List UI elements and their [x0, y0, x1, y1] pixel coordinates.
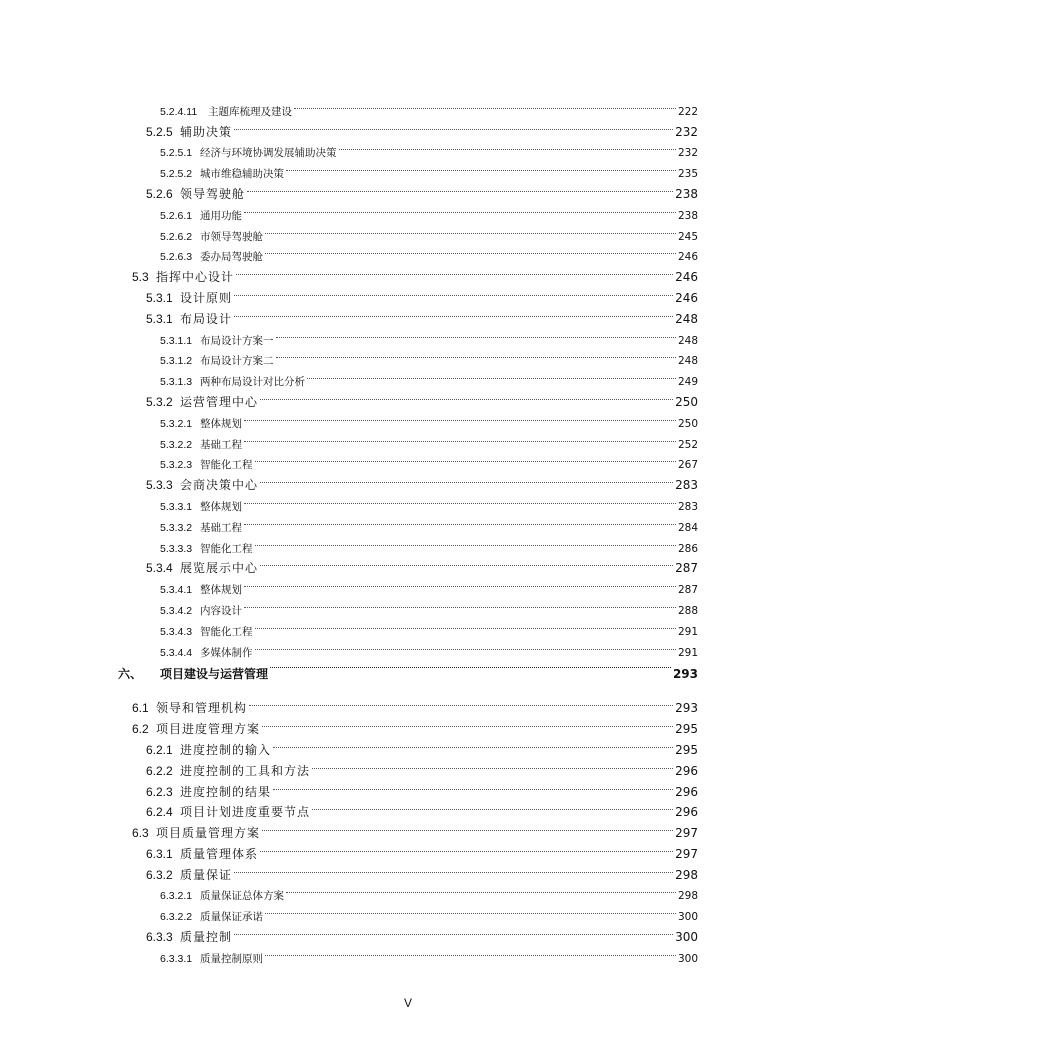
- toc-entry-number: 6.1: [132, 701, 149, 716]
- toc-entry[interactable]: [0, 635, 698, 659]
- toc-entry-number: 5.3.1.1: [160, 334, 193, 347]
- toc-entry[interactable]: [0, 219, 698, 243]
- toc-leader-dots: [244, 406, 676, 427]
- toc-leader-dots: [276, 344, 676, 365]
- toc-leader-dots: [236, 260, 673, 281]
- toc-entry[interactable]: [0, 94, 698, 118]
- toc-entry-number: 5.3.1.2: [160, 355, 193, 368]
- toc-entry-number: 6.2.4: [146, 805, 173, 820]
- toc-entry-number: 5.3.3: [146, 478, 173, 493]
- toc-entry-title: 智能化工程: [200, 625, 253, 638]
- toc-entry-title: 质量控制: [180, 930, 233, 945]
- toc-entry[interactable]: [0, 837, 698, 861]
- toc-entry-title: 整体规划: [200, 500, 242, 513]
- toc-entry[interactable]: [0, 115, 698, 139]
- toc-entry[interactable]: [0, 448, 698, 472]
- toc-entry-page: 250: [675, 394, 698, 409]
- toc-leader-dots: [260, 468, 673, 489]
- toc-entry-title: 智能化工程: [200, 542, 253, 555]
- toc-entry[interactable]: [0, 552, 698, 576]
- toc-leader-dots: [260, 385, 673, 406]
- toc-entry-number: 5.2.5.2: [160, 168, 193, 181]
- toc-leader-dots: [234, 920, 673, 941]
- toc-entry[interactable]: [0, 858, 698, 882]
- toc-entry-number: 5.3.2.1: [160, 417, 193, 430]
- toc-entry-number: 5.2.5: [146, 124, 173, 139]
- toc-entry-title: 经济与环境协调发展辅助决策: [200, 147, 337, 160]
- toc-entry[interactable]: [0, 364, 698, 389]
- toc-entry[interactable]: [0, 531, 698, 555]
- toc-entry-title: 基础工程: [200, 521, 242, 534]
- toc-entry-page: 293: [672, 667, 698, 682]
- toc-entry[interactable]: [0, 692, 698, 716]
- toc-entry-title: 布局设计: [180, 311, 233, 326]
- toc-entry-number: 6.2.2: [146, 763, 173, 778]
- toc-entry-title: 展览展示中心: [180, 561, 259, 576]
- toc-leader-dots: [260, 552, 673, 573]
- toc-entry-page: 300: [677, 952, 698, 965]
- toc-entry[interactable]: [0, 816, 698, 841]
- toc-entry-number: 6.3.2.1: [160, 890, 193, 903]
- toc-entry[interactable]: [0, 136, 698, 160]
- toc-entry-title: 项目进度管理方案: [156, 722, 261, 737]
- toc-leader-dots: [265, 941, 676, 962]
- toc-entry-page: 286: [677, 542, 698, 555]
- toc-entry-page: 297: [675, 846, 698, 861]
- toc-entry-number: 6.3.1: [146, 846, 173, 861]
- toc-entry-page: 252: [677, 438, 698, 451]
- toc-entry[interactable]: [0, 920, 698, 945]
- toc-entry-title: 整体规划: [200, 417, 242, 430]
- toc-entry-title: 进度控制的输入: [180, 742, 272, 757]
- toc-leader-dots: [307, 364, 676, 385]
- toc-leader-dots: [255, 531, 676, 552]
- toc-entry-title: 委办局驾驶舱: [200, 251, 263, 264]
- toc-entry[interactable]: [0, 796, 698, 820]
- toc-entry-number: 5.2.6.1: [160, 209, 193, 222]
- toc-entry-number: 5.3.2: [146, 394, 173, 409]
- toc-leader-dots: [286, 156, 676, 177]
- toc-leader-dots: [244, 572, 676, 593]
- toc-entry-title: 基础工程: [200, 438, 242, 451]
- toc-leader-dots: [244, 510, 676, 531]
- toc-leader-dots: [270, 658, 671, 679]
- toc-entry-page: 232: [675, 124, 698, 139]
- toc-leader-dots: [339, 136, 676, 157]
- toc-entry[interactable]: [0, 733, 698, 757]
- toc-entry[interactable]: [0, 593, 698, 617]
- toc-leader-dots: [255, 448, 676, 469]
- toc-leader-dots: [286, 879, 676, 900]
- toc-entry-number: 5.3.4.4: [160, 646, 193, 659]
- toc-entry-title: 多媒体制作: [200, 646, 253, 659]
- toc-entry-page: 297: [675, 826, 698, 841]
- toc-entry-page: 246: [677, 251, 698, 264]
- toc-entry-title: 辅助决策: [180, 124, 233, 139]
- toc-leader-dots: [262, 816, 673, 837]
- toc-entry-page: 293: [675, 701, 698, 716]
- toc-leader-dots: [234, 115, 673, 136]
- toc-entry-number: 5.3.4.2: [160, 604, 193, 617]
- toc-entry[interactable]: [0, 489, 698, 513]
- toc-entry-title: 项目计划进度重要节点: [180, 805, 311, 820]
- toc-entry-number: 5.3.4.3: [160, 625, 193, 638]
- toc-leader-dots: [265, 240, 676, 261]
- toc-entry-page: 246: [675, 290, 698, 305]
- toc-leader-dots: [247, 177, 673, 198]
- toc-entry-title: 进度控制的工具和方法: [180, 763, 311, 778]
- toc-leader-dots: [255, 635, 676, 656]
- toc-entry-title: 整体规划: [200, 584, 242, 597]
- toc-entry-number: 6.2: [132, 722, 149, 737]
- toc-entry-number: 6.2.3: [146, 784, 173, 799]
- toc-entry-title: 质量管理体系: [180, 846, 259, 861]
- toc-entry-page: 298: [677, 890, 698, 903]
- toc-entry-title: 项目质量管理方案: [156, 826, 261, 841]
- toc-entry[interactable]: [0, 344, 698, 368]
- toc-entry-page: 245: [677, 230, 698, 243]
- toc-entry-number: 5.2.5.1: [160, 147, 193, 160]
- toc-entry-page: 300: [677, 911, 698, 924]
- toc-entry-page: 296: [675, 784, 698, 799]
- toc-leader-dots: [234, 281, 673, 302]
- toc-entry-page: 248: [677, 334, 698, 347]
- toc-entry-number: 5.3.4.1: [160, 584, 193, 597]
- toc-entry[interactable]: [0, 427, 698, 451]
- toc-entry-number: 5.3.3.1: [160, 500, 193, 513]
- toc-entry-page: 249: [677, 376, 698, 389]
- toc-leader-dots: [249, 692, 673, 713]
- toc-entry-title: 布局设计方案一: [200, 334, 274, 347]
- toc-entry-page: 284: [677, 521, 698, 534]
- toc-entry-page: 287: [677, 584, 698, 597]
- toc-entry-number: 6.3.3.1: [160, 952, 193, 965]
- toc-entry-page: 248: [677, 355, 698, 368]
- toc-leader-dots: [244, 427, 676, 448]
- toc-entry[interactable]: [0, 177, 698, 201]
- toc-entry-title: 城市维稳辅助决策: [200, 168, 284, 181]
- toc-entry-title: 布局设计方案二: [200, 355, 274, 368]
- toc-leader-dots: [265, 219, 676, 240]
- toc-entry-page: 296: [675, 763, 698, 778]
- toc-entry-page: 283: [675, 478, 698, 493]
- toc-entry-title: 指挥中心设计: [156, 270, 235, 285]
- toc-entry-title: 运营管理中心: [180, 394, 259, 409]
- toc-entry[interactable]: [0, 899, 698, 924]
- toc-entry-page: 296: [675, 805, 698, 820]
- toc-entry-page: 298: [675, 867, 698, 882]
- toc-leader-dots: [273, 733, 673, 754]
- toc-leader-dots: [312, 754, 673, 775]
- toc-entry-page: 248: [675, 311, 698, 326]
- toc-entry-title: 通用功能: [200, 209, 242, 222]
- toc-entry-number: 5.3.2.2: [160, 438, 193, 451]
- toc-entry-page: 288: [677, 604, 698, 617]
- toc-entry-page: 291: [677, 646, 698, 659]
- toc-entry-page: 238: [675, 186, 698, 201]
- toc-entry-number: 5.3: [132, 270, 149, 285]
- toc-entry-title: 领导和管理机构: [156, 701, 248, 716]
- toc-entry[interactable]: [0, 240, 698, 264]
- toc-entry-page: 283: [677, 500, 698, 513]
- toc-entry[interactable]: [0, 156, 698, 181]
- toc-entry-number: 5.2.6.3: [160, 251, 193, 264]
- toc-entry-title: 会商决策中心: [180, 478, 259, 493]
- toc-entry-number: 5.3.1: [146, 311, 173, 326]
- toc-entry[interactable]: [0, 468, 698, 493]
- toc-entry[interactable]: [0, 572, 698, 597]
- toc-entry[interactable]: [0, 323, 698, 347]
- toc-entry[interactable]: [0, 260, 698, 285]
- toc-leader-dots: [262, 712, 673, 733]
- toc-chapter-entry[interactable]: [0, 658, 698, 690]
- toc-entry[interactable]: [0, 281, 698, 305]
- toc-entry-number: 5.3.1.3: [160, 376, 193, 389]
- toc-entry-title: 领导驾驶舱: [180, 186, 246, 201]
- toc-leader-dots: [260, 837, 673, 858]
- toc-leader-dots: [276, 323, 676, 344]
- toc-entry-number: 六、: [118, 667, 143, 682]
- toc-entry-page: 295: [675, 742, 698, 757]
- toc-entry-title: 主题库梳理及建设: [208, 105, 292, 118]
- toc-entry[interactable]: [0, 879, 698, 903]
- toc-entry[interactable]: [0, 941, 698, 965]
- toc-entry-title: 市领导驾驶舱: [200, 230, 263, 243]
- toc-entry[interactable]: [0, 302, 698, 326]
- toc-leader-dots: [234, 302, 673, 323]
- toc-entry-title: 质量保证承诺: [200, 911, 263, 924]
- toc-entry-title: 质量保证总体方案: [200, 890, 284, 903]
- toc-entry-title: 智能化工程: [200, 459, 253, 472]
- toc-leader-dots: [294, 94, 676, 115]
- toc-entry-page: 250: [677, 417, 698, 430]
- toc-entry-number: 6.2.1: [146, 742, 173, 757]
- toc-entry[interactable]: [0, 510, 698, 534]
- toc-entry-page: 232: [677, 147, 698, 160]
- toc-leader-dots: [255, 614, 676, 635]
- toc-entry-page: 246: [675, 270, 698, 285]
- toc-entry-number: 5.3.1: [146, 290, 173, 305]
- toc-entry[interactable]: [0, 754, 698, 778]
- toc-entry-page: 295: [675, 722, 698, 737]
- toc-entry[interactable]: [0, 712, 698, 737]
- toc-entry-number: 5.3.3.3: [160, 542, 193, 555]
- toc-entry[interactable]: [0, 406, 698, 430]
- toc-entry-number: 6.3: [132, 826, 149, 841]
- toc-entry-title: 质量保证: [180, 867, 233, 882]
- toc-leader-dots: [244, 593, 676, 614]
- toc-entry-title: 内容设计: [200, 604, 242, 617]
- toc-leader-dots: [234, 858, 673, 879]
- toc-entry[interactable]: [0, 198, 698, 222]
- toc-entry-number: 6.3.2.2: [160, 911, 193, 924]
- toc-entry-number: 6.3.3: [146, 930, 173, 945]
- toc-entry-page: 300: [675, 930, 698, 945]
- toc-entry[interactable]: [0, 385, 698, 409]
- toc-entry-number: 5.2.4.11: [160, 105, 198, 118]
- page-number: V: [404, 996, 413, 1010]
- toc-entry-title: 进度控制的结果: [180, 784, 272, 799]
- toc-entry-number: 5.2.6: [146, 186, 173, 201]
- toc-entry-title: 两种布局设计对比分析: [200, 376, 305, 389]
- toc-entry-title: 质量控制原则: [200, 952, 263, 965]
- toc-entry-number: 6.3.2: [146, 867, 173, 882]
- toc-entry[interactable]: [0, 775, 698, 799]
- toc-leader-dots: [265, 899, 676, 920]
- toc-entry-page: 238: [677, 209, 698, 222]
- toc-leader-dots: [312, 796, 673, 817]
- toc-leader-dots: [244, 198, 676, 219]
- toc-leader-dots: [273, 775, 673, 796]
- toc-entry-page: 235: [677, 168, 698, 181]
- toc-entry-number: 5.2.6.2: [160, 230, 193, 243]
- toc-entry-title: 设计原则: [180, 290, 233, 305]
- toc-entry-page: 287: [675, 561, 698, 576]
- toc-entry-page: 267: [677, 459, 698, 472]
- toc-entry-number: 5.3.4: [146, 561, 173, 576]
- table-of-contents: [0, 94, 1054, 965]
- toc-entry-page: 222: [677, 105, 698, 118]
- toc-entry-number: 5.3.2.3: [160, 459, 193, 472]
- toc-leader-dots: [244, 489, 676, 510]
- toc-entry-number: 5.3.3.2: [160, 521, 193, 534]
- toc-entry-page: 291: [677, 625, 698, 638]
- toc-entry[interactable]: [0, 614, 698, 638]
- toc-entry-title: 项目建设与运营管理: [160, 667, 269, 682]
